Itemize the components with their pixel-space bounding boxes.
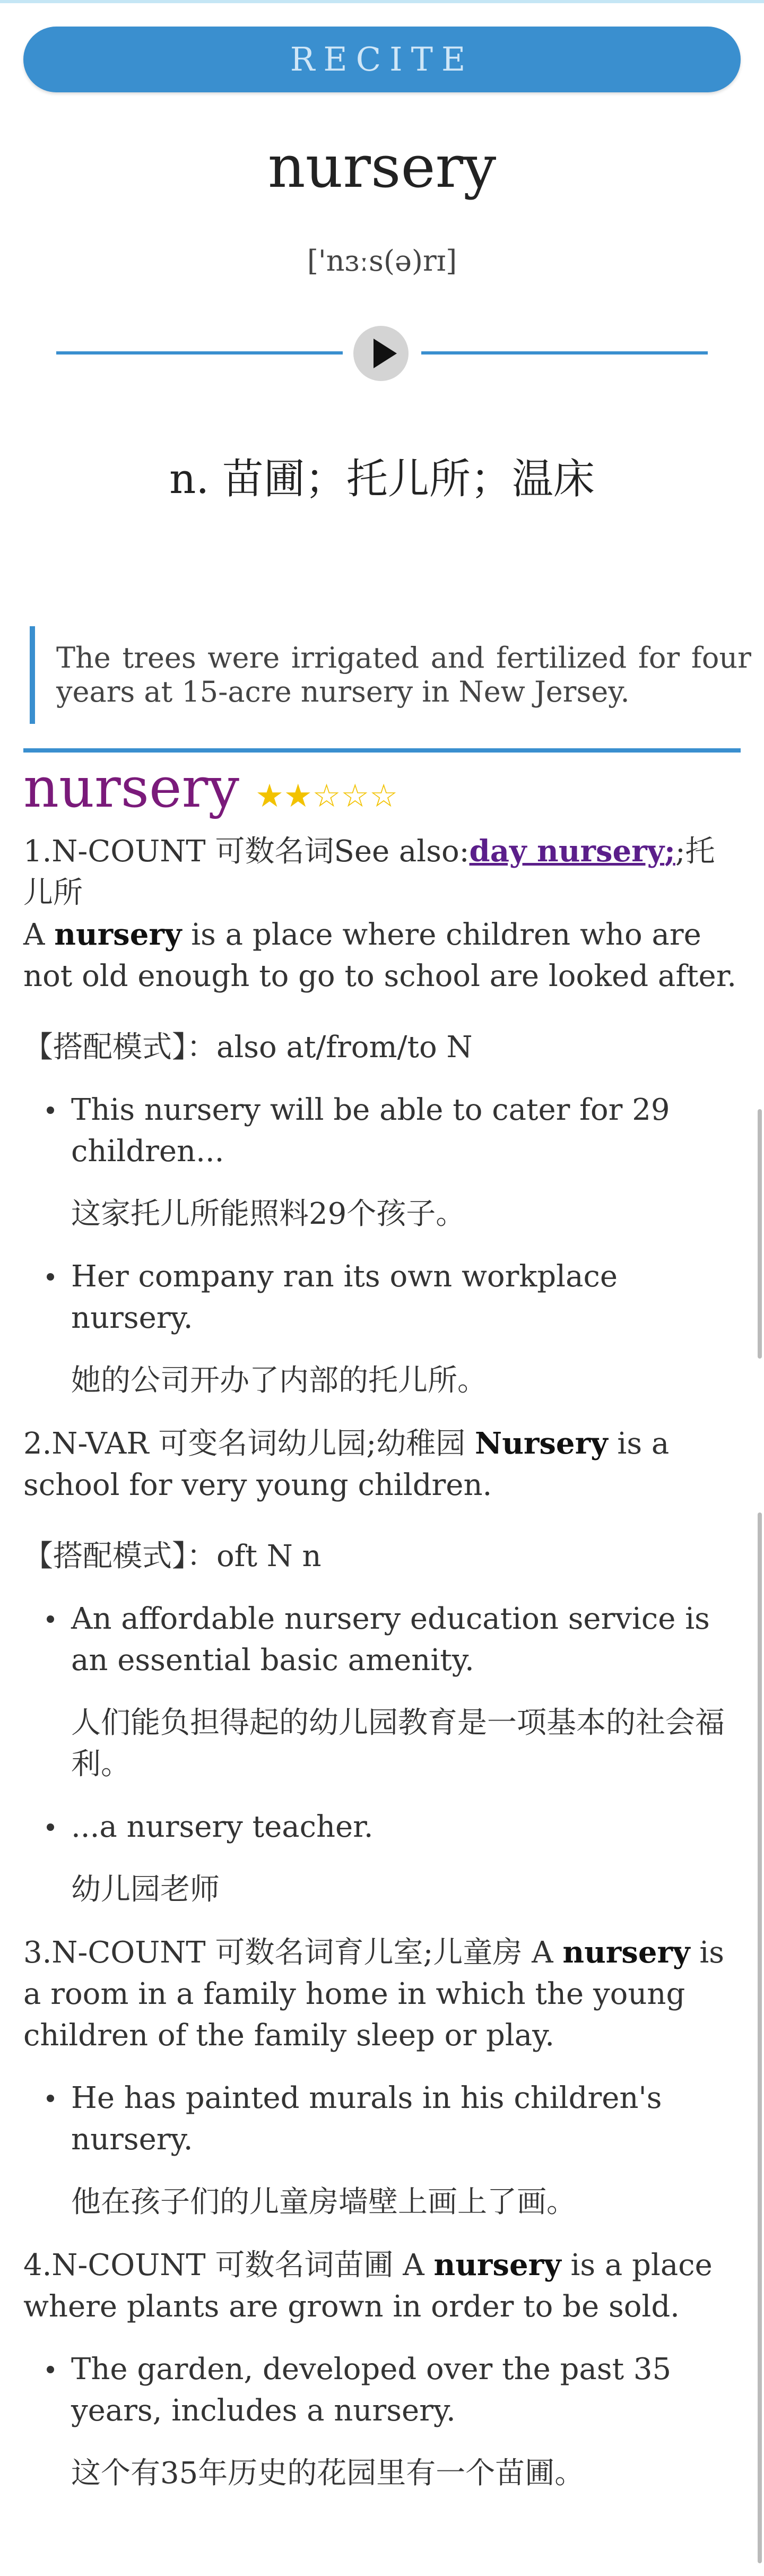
player-line-right (421, 351, 708, 355)
entry-headword: nursery (23, 755, 240, 820)
example-list (71, 1598, 741, 1911)
sense-def-after: is a place where children who are not old enough to go to school are looked after. (23, 918, 737, 993)
phonetic: ['nɜːs(ə)rɪ] (307, 244, 457, 278)
player-line-left (56, 351, 343, 355)
play-icon (353, 326, 409, 381)
headword: nursery (267, 133, 497, 201)
sense-bold-word: nursery (562, 1935, 690, 1970)
example-list (71, 2349, 741, 2494)
sense-def-before: A (23, 918, 55, 952)
sense-prefix: 1.N-COUNT 可数名词See also: (23, 834, 470, 869)
sense-definition (23, 1423, 741, 1506)
entry-header (23, 755, 741, 831)
example-en: The garden, developed over the past 35 years, includes a nursery. (71, 2349, 741, 2432)
example-cn: 幼儿园老师 (71, 1872, 220, 1907)
example-cn: 这个有35年历史的花园里有一个苗圃。 (71, 2456, 585, 2491)
play-button[interactable] (353, 326, 409, 381)
audio-player (0, 318, 764, 387)
example-en: This nursery will be able to cater for 29 children... (71, 1090, 741, 1172)
sample-sentence: The trees were irrigated and fertilized for four years at 15-acre nursery in New Jersey. (30, 626, 751, 724)
scrollbar-thumb[interactable] (758, 1512, 762, 2563)
top-accent-line (0, 0, 764, 3)
example-cn: 他在孩子们的儿童房墙壁上画上了画。 (71, 2185, 576, 2219)
sense-2 (23, 1423, 741, 1911)
example-cn: 她的公司开办了内部的托儿所。 (71, 1363, 487, 1398)
sense-definition: 1.N-COUNT 可数名词See also:day nursery;;托儿所 A nursery is a place where children who are not old enough to go to school are looked after. (23, 834, 737, 993)
sense-prefix: 2.N-VAR 可变名词幼儿园;幼稚园 (23, 1427, 475, 1461)
sense-cn: ;托儿所 (23, 834, 715, 910)
see-also-link[interactable]: day nursery (469, 834, 665, 869)
recite-button[interactable]: RECITE (23, 27, 741, 92)
example-en: He has painted murals in his children's nursery. (71, 2078, 741, 2160)
collocation-pattern: 【搭配模式】：oft N n (23, 1539, 322, 1574)
example-list (71, 1090, 741, 1402)
section-divider (23, 748, 741, 753)
example-en: An affordable nursery education service is an essential basic amenity. (71, 1598, 741, 1681)
sense-1 (23, 831, 741, 1402)
example-cn: 人们能负担得起的幼儿园教育是一项基本的社会福利。 (71, 1706, 725, 1782)
sense-4 (23, 2244, 741, 2494)
sense-3 (23, 1932, 741, 2223)
collocation-pattern: 【搭配模式】：also at/from/to N (23, 1030, 473, 1065)
star-empty-icon: ☆☆☆ (312, 777, 398, 815)
sense-def-after: is a room in a family home in which the young children of the family sleep or play. (23, 1935, 724, 2053)
collins-dictionary (23, 755, 741, 2516)
sense-definition (23, 1932, 741, 2056)
sense-bold-word: nursery (433, 2247, 561, 2283)
sense-definition (23, 2244, 741, 2328)
sense-prefix: 3.N-COUNT 可数名词育儿室;儿童房 A (23, 1935, 563, 1970)
sense-bold-word: Nursery (475, 1426, 608, 1461)
example-en: Her company ran its own workplace nursery. (71, 1256, 741, 1339)
scrollbar-thumb[interactable] (758, 1109, 762, 1359)
basic-definition: n. 苗圃；托儿所；温床 (169, 455, 595, 503)
sense-def-after: is a school for very young children. (23, 1427, 670, 1502)
example-en: ...a nursery teacher. (71, 1806, 741, 1848)
sense-def-after: is a place where plants are grown in order to be sold. (23, 2248, 713, 2324)
example-list (71, 2078, 741, 2223)
sense-bold-word: nursery (54, 917, 182, 952)
star-rating (255, 775, 398, 817)
example-cn: 这家托儿所能照料29个孩子。 (71, 1197, 466, 1231)
sense-prefix: 4.N-COUNT 可数名词苗圃 A (23, 2248, 434, 2283)
star-full-icon: ★★ (255, 777, 312, 815)
